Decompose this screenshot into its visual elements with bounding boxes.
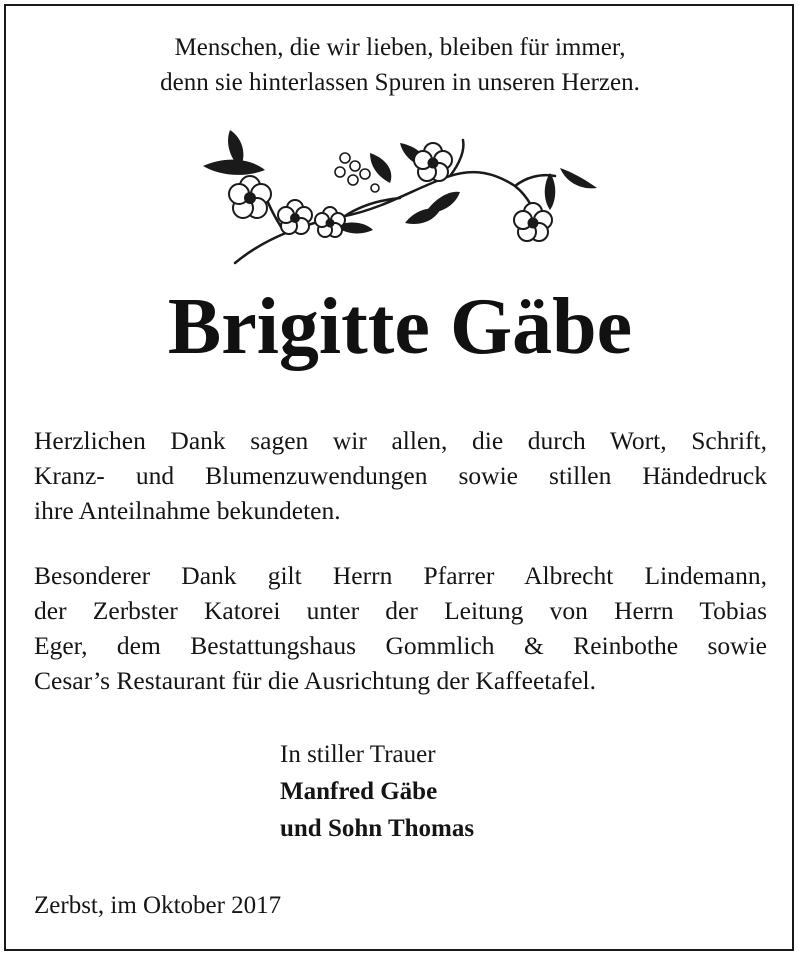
signature	[280, 736, 474, 847]
place-date: Zerbst, im Oktober 2017	[34, 892, 282, 919]
signature-name-2: und Sohn Thomas	[280, 815, 475, 842]
thanks-paragraph-1-line: Herzlichen Dank sagen wir allen, die durch Wort, Schrift,	[34, 426, 767, 455]
motto	[0, 30, 800, 100]
thanks-paragraph-2-line: Besonderer Dank gilt Herrn Pfarrer Albrecht Lindemann,	[34, 561, 767, 590]
signature-name-1: Manfred Gäbe	[280, 778, 438, 805]
signature-intro: In stiller Trauer	[280, 741, 436, 768]
motto-line-1: Menschen, die wir lieben, bleiben für immer,	[174, 34, 626, 61]
deceased-name: Brigitte Gäbe	[167, 283, 633, 371]
flower-branch-icon	[195, 128, 605, 273]
thanks-paragraph-1-line: Kranz- und Blumenzuwendungen sowie stillen Händedruck	[34, 461, 767, 490]
thanks-paragraph-1	[34, 423, 767, 528]
thanks-paragraph-2	[34, 558, 767, 698]
thanks-paragraph-2-line: Cesar’s Restaurant für die Ausrichtung der Kaffeetafel.	[34, 666, 596, 695]
thanks-paragraph-2-line: der Zerbster Katorei unter der Leitung von Herrn Tobias	[34, 596, 767, 625]
motto-line-2: denn sie hinterlassen Spuren in unseren Herzen.	[160, 69, 640, 96]
thanks-paragraph-2-line: Eger, dem Bestattungshaus Gommlich & Reinbothe sowie	[34, 631, 767, 660]
thanks-paragraph-1-line: ihre Anteilnahme bekundeten.	[34, 496, 341, 525]
